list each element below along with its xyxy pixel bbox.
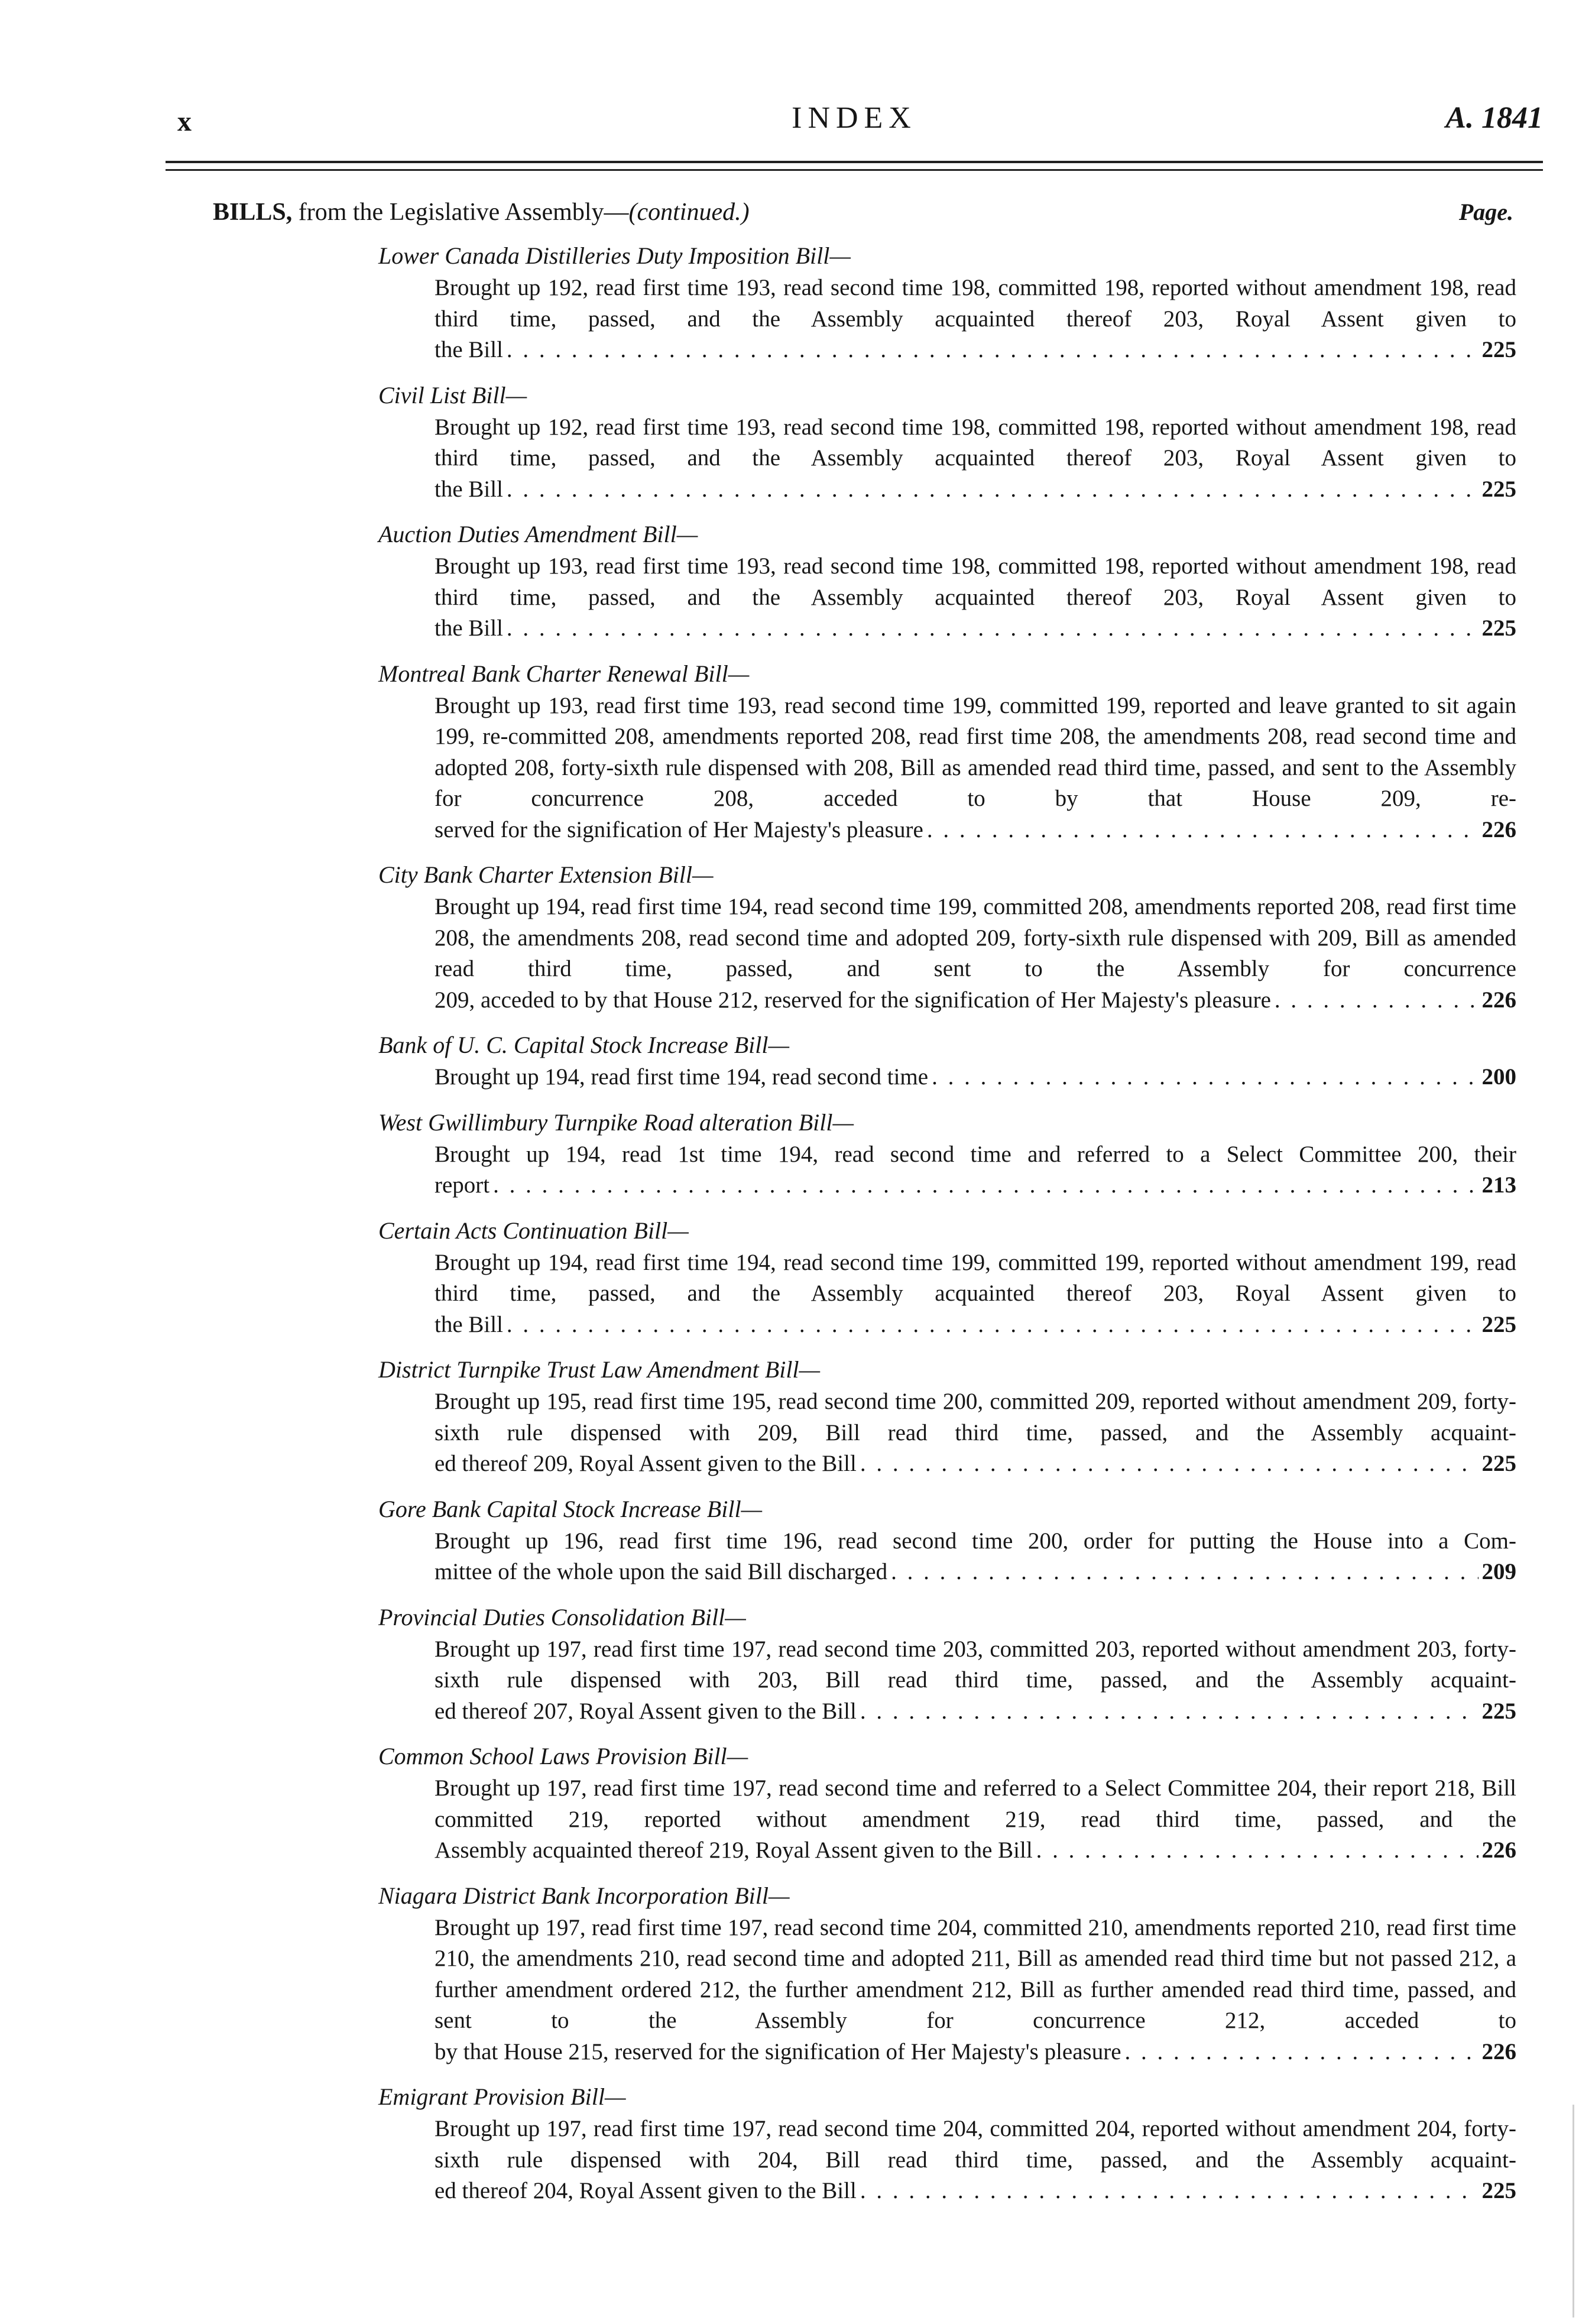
entry-title: Emigrant Provision Bill— bbox=[378, 2083, 626, 2110]
entry-title: Niagara District Bank Incorporation Bill— bbox=[378, 1882, 790, 1909]
entry-title: Provincial Duties Consolidation Bill— bbox=[378, 1603, 746, 1631]
entry-text: Brought up 197, read first time 197, read second time and referred to a Select Committee 204, their report 218, Bill committed 219, reported without amendment 219, read third time, passed, and the bbox=[435, 1775, 1516, 1832]
entry-title: West Gwillimbury Turnpike Road alteration Bill— bbox=[378, 1108, 854, 1136]
entry-last-line bbox=[435, 815, 1516, 846]
entry-title: Montreal Bank Charter Renewal Bill— bbox=[378, 660, 750, 687]
entry-last-line bbox=[435, 1557, 1516, 1588]
index-entry bbox=[378, 1214, 1516, 1341]
page-title: INDEX bbox=[792, 101, 917, 135]
volume-label: A. 1841 bbox=[1445, 101, 1543, 135]
section-subtitle: from the Legislative Assembly— bbox=[298, 199, 629, 226]
index-entry bbox=[378, 1601, 1516, 1727]
page-number: 200 bbox=[1481, 1064, 1516, 1090]
entry-text-end: ed thereof 207, Royal Assent given to the Bill bbox=[435, 1698, 857, 1724]
page-number: 225 bbox=[1481, 476, 1516, 502]
bill-entries bbox=[378, 239, 1516, 2220]
entry-text: Brought up 197, read first time 197, read second time 203, committed 203, reported without amendment 203, forty-sixth rule dispensed with 203, Bill read third time, passed, and the Assembly acquaint- bbox=[435, 1636, 1516, 1693]
entry-text-end: Assembly acquainted thereof 219, Royal Assent given to the Bill bbox=[435, 1837, 1033, 1863]
entry-title: Bank of U. C. Capital Stock Increase Bill— bbox=[378, 1032, 790, 1058]
entry-last-line bbox=[435, 1310, 1516, 1341]
entry-text: Brought up 194, read first time 194, read second time 199, committed 199, reported without amendment 199, read third time, passed, and the Assembly acquainted thereof 203, Royal Assent given to bbox=[435, 1249, 1516, 1306]
entry-text-end: the Bill bbox=[435, 337, 503, 362]
entry-title: Certain Acts Continuation Bill— bbox=[378, 1217, 689, 1244]
entry-title: City Bank Charter Extension Bill— bbox=[378, 861, 714, 888]
dot-leader bbox=[891, 1557, 1478, 1588]
entry-last-line bbox=[435, 335, 1516, 366]
entry-last-line bbox=[435, 474, 1516, 505]
entry-text-end: served for the signification of Her Majesty's pleasure bbox=[435, 816, 923, 842]
continued-label: (continued.) bbox=[628, 199, 750, 226]
entry-text-end: Brought up 194, read first time 194, read second time bbox=[435, 1064, 929, 1090]
entry-text-end: 209, acceded to by that House 212, reserved for the signification of Her Majesty's pleasure bbox=[435, 987, 1271, 1013]
dot-leader bbox=[860, 2176, 1479, 2207]
page-number: 225 bbox=[1481, 1698, 1516, 1724]
entry-title: Common School Laws Provision Bill— bbox=[378, 1743, 748, 1769]
dot-leader bbox=[1036, 1835, 1479, 1866]
dot-leader bbox=[507, 335, 1479, 366]
entry-last-line bbox=[435, 2176, 1516, 2207]
index-entry bbox=[378, 1106, 1516, 1201]
entry-title: Gore Bank Capital Stock Increase Bill— bbox=[378, 1495, 763, 1522]
entry-text-end: the Bill bbox=[435, 1311, 503, 1337]
dot-leader bbox=[932, 1062, 1478, 1093]
entry-text: Brought up 193, read first time 193, read second time 198, committed 198, reported without amendment 198, read third time, passed, and the Assembly acquainted thereof 203, Royal Assent given to bbox=[435, 553, 1516, 610]
page-number: 225 bbox=[1481, 337, 1516, 362]
index-entry bbox=[378, 2080, 1516, 2207]
entry-text: Brought up 192, read first time 193, read second time 198, committed 198, reported without amendment 198, read third time, passed, and the Assembly acquainted thereof 203, Royal Assent given to bbox=[435, 414, 1516, 471]
page-number: 226 bbox=[1481, 1837, 1516, 1863]
dot-leader bbox=[860, 1448, 1479, 1480]
entry-title: Lower Canada Distilleries Duty Imposition Bill— bbox=[378, 242, 851, 269]
entry-text: Brought up 196, read first time 196, read second time 200, order for putting the House into a Com- bbox=[435, 1528, 1516, 1554]
margin-line bbox=[1572, 2105, 1574, 2317]
index-entry bbox=[378, 657, 1516, 846]
page-number: 225 bbox=[1481, 2178, 1516, 2203]
entry-title: District Turnpike Trust Law Amendment Bill— bbox=[378, 1356, 821, 1383]
page-header bbox=[166, 101, 1543, 148]
page-number: 226 bbox=[1481, 987, 1516, 1013]
page-number: 225 bbox=[1481, 615, 1516, 641]
index-entry bbox=[378, 379, 1516, 505]
entry-text: Brought up 192, read first time 193, read second time 198, committed 198, reported without amendment 198, read third time, passed, and the Assembly acquainted thereof 203, Royal Assent given to bbox=[435, 275, 1516, 332]
entry-last-line bbox=[435, 1835, 1516, 1866]
entry-last-line bbox=[435, 985, 1516, 1016]
index-entry bbox=[378, 1493, 1516, 1588]
entry-text: Brought up 194, read first time 194, read second time 199, committed 208, amendments reported 208, read first time 208, the amendments 208, read second time and adopted 209, forty-sixth rule dispensed with 209, Bill as amended read third time, passed, and sent to the Assembly for concurrence bbox=[435, 894, 1516, 981]
index-entry bbox=[378, 1879, 1516, 2068]
entry-text-end: mittee of the whole upon the said Bill discharged bbox=[435, 1559, 888, 1584]
entry-text: Brought up 193, read first time 193, read second time 199, committed 199, reported and leave granted to sit again 199, re-committed 208, amendments reported 208, read first time 208, the amendments 208, read second time and adopted 208, forty-sixth rule dispensed with 208, Bill as amended read third time, passed, and sent to the Assembly for concurrence 208, acceded to by that House 209, re- bbox=[435, 692, 1516, 811]
entry-last-line bbox=[435, 1062, 1516, 1093]
entry-last-line bbox=[435, 1448, 1516, 1480]
entry-title: Auction Duties Amendment Bill— bbox=[378, 521, 698, 547]
entry-text: Brought up 194, read 1st time 194, read second time and referred to a Select Committee 200, their bbox=[435, 1141, 1516, 1167]
entry-title: Civil List Bill— bbox=[378, 381, 527, 409]
entry-text-end: report bbox=[435, 1172, 490, 1198]
page-number: 225 bbox=[1481, 1451, 1516, 1476]
dot-leader bbox=[493, 1170, 1478, 1201]
index-entry bbox=[378, 1740, 1516, 1866]
dot-leader bbox=[860, 1696, 1479, 1727]
entry-text-end: by that House 215, reserved for the signification of Her Majesty's pleasure bbox=[435, 2038, 1121, 2064]
header-rule-top bbox=[166, 161, 1543, 163]
dot-leader bbox=[1275, 985, 1479, 1016]
dot-leader bbox=[507, 613, 1479, 644]
entry-text-end: the Bill bbox=[435, 476, 503, 502]
dot-leader bbox=[927, 815, 1479, 846]
folio: x bbox=[177, 106, 192, 137]
section-title: BILLS, bbox=[213, 199, 293, 226]
dot-leader bbox=[507, 1310, 1479, 1341]
header-rule-bottom bbox=[166, 169, 1543, 171]
entry-text-end: the Bill bbox=[435, 615, 503, 641]
section-heading bbox=[213, 198, 1513, 234]
entry-text: Brought up 195, read first time 195, read second time 200, committed 209, reported without amendment 209, forty-sixth rule dispensed with 209, Bill read third time, passed, and the Assembly acquaint- bbox=[435, 1389, 1516, 1445]
entry-last-line bbox=[435, 1696, 1516, 1727]
index-entry bbox=[378, 239, 1516, 366]
entry-last-line bbox=[435, 2037, 1516, 2068]
index-entry bbox=[378, 518, 1516, 644]
entry-text-end: ed thereof 204, Royal Assent given to the Bill bbox=[435, 2178, 857, 2203]
index-entry bbox=[378, 1029, 1516, 1093]
page-number: 225 bbox=[1481, 1311, 1516, 1337]
dot-leader bbox=[507, 474, 1479, 505]
page-column-label: Page. bbox=[1458, 199, 1513, 225]
entry-last-line bbox=[435, 613, 1516, 644]
entry-last-line bbox=[435, 1170, 1516, 1201]
entry-text: Brought up 197, read first time 197, read second time 204, committed 204, reported without amendment 204, forty-sixth rule dispensed with 204, Bill read third time, passed, and the Assembly acquaint- bbox=[435, 2116, 1516, 2173]
dot-leader bbox=[1125, 2037, 1479, 2068]
page-number: 226 bbox=[1481, 2038, 1516, 2064]
entry-text-end: ed thereof 209, Royal Assent given to the Bill bbox=[435, 1451, 857, 1476]
entry-text: Brought up 197, read first time 197, read second time 204, committed 210, amendments reported 210, read first time 210, the amendments 210, read second time and adopted 211, Bill as amended read third time but not passed 212, a further amendment ordered 212, the further amendment 212, Bill as further amended read third time, passed, and sent to the Assembly for concurrence 212, acceded to bbox=[435, 1914, 1516, 2033]
index-entry bbox=[378, 858, 1516, 1016]
page-number: 213 bbox=[1481, 1172, 1516, 1198]
page-number: 226 bbox=[1481, 816, 1516, 842]
index-entry bbox=[378, 1353, 1516, 1480]
page-number: 209 bbox=[1481, 1559, 1516, 1584]
